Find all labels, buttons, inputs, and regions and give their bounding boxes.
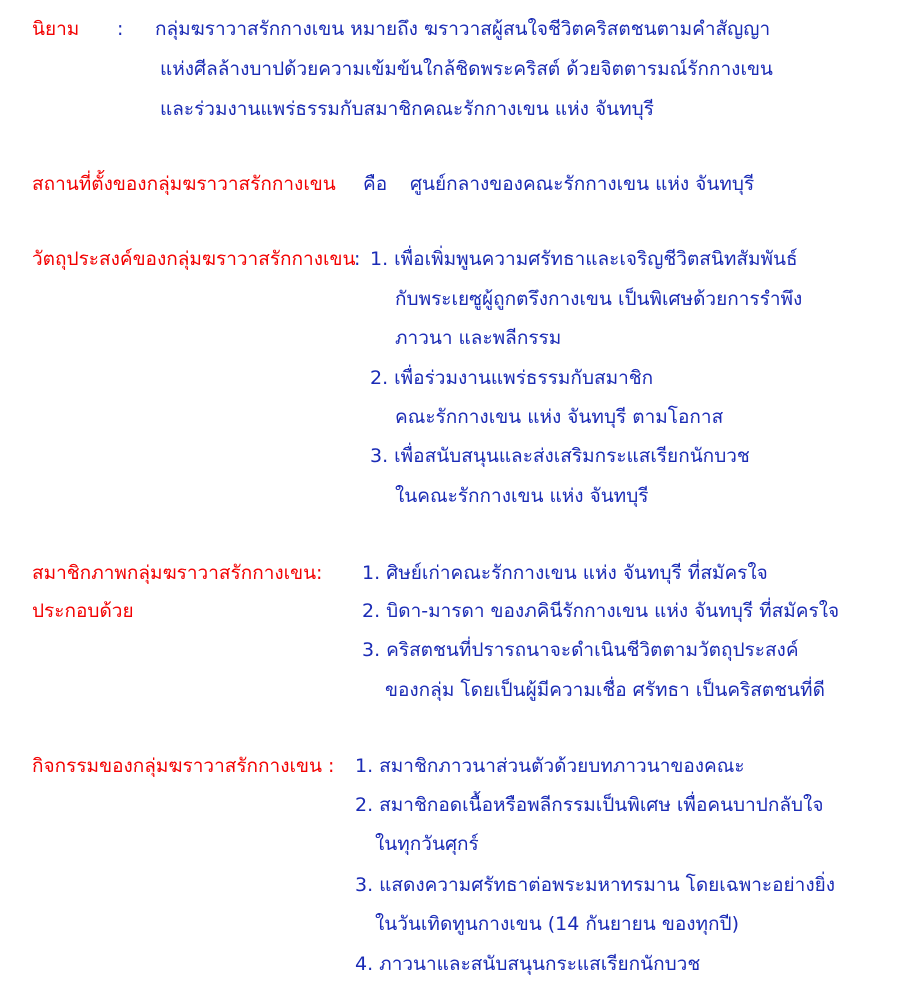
location-connector: คือ <box>363 173 388 195</box>
objective-3-line-2: ในคณะรักกางเขน แห่ง จันทบุรี <box>395 485 649 507</box>
activity-4: 4. ภาวนาและสนับสนุนกระแสเรียกนักบวช <box>355 953 701 975</box>
membership-item-3-line-2: ของกลุ่ม โดยเป็นผู้มีความเชื่อ ศรัทธา เป็นคริสตชนที่ดี <box>385 679 825 701</box>
activity-3-line-1: 3. แสดงความศรัทธาต่อพระมหาทรมาน โดยเฉพาะอย่างยิ่ง <box>355 874 836 896</box>
objectives-label: วัตถุประสงค์ของกลุ่มฆราวาสรักกางเขน <box>32 248 356 270</box>
membership-label-line-2: ประกอบด้วย <box>32 600 134 622</box>
membership-label-line-1: สมาชิกภาพกลุ่มฆราวาสรักกางเขน <box>32 562 317 584</box>
activity-2-line-1: 2. สมาชิกอดเนื้อหรือพลีกรรมเป็นพิเศษ เพื่อคนบาปกลับใจ <box>355 794 824 816</box>
membership-item-3-line-1: 3. คริสตชนที่ปรารถนาจะดำเนินชีวิตตามวัตถุประสงค์ <box>362 639 799 661</box>
objective-2-line-1: 2. เพื่อร่วมงานแพร่ธรรมกับสมาชิก <box>370 367 654 389</box>
activities-label: กิจกรรมของกลุ่มฆราวาสรักกางเขน : <box>32 755 335 777</box>
activity-1: 1. สมาชิกภาวนาส่วนตัวด้วยบทภาวนาของคณะ <box>355 755 745 777</box>
definition-label: นิยาม <box>32 18 80 40</box>
location-label: สถานที่ตั้งของกลุ่มฆราวาสรักกางเขน <box>32 173 336 195</box>
objective-1-line-1: 1. เพื่อเพิ่มพูนความศรัทธาและเจริญชีวิตสนิทสัมพันธ์ <box>370 248 798 270</box>
definition-colon: : <box>117 18 124 40</box>
location-value: ศูนย์กลางของคณะรักกางเขน แห่ง จันทบุรี <box>410 173 755 195</box>
membership-colon: : <box>316 562 323 584</box>
objective-1-line-3: ภาวนา และพลีกรรม <box>395 327 562 349</box>
objective-1-line-2: กับพระเยซูผู้ถูกตรึงกางเขน เป็นพิเศษด้วยการรำพึง <box>395 288 803 310</box>
membership-item-2: 2. บิดา-มารดา ของภคินีรักกางเขน แห่ง จันทบุรี ที่สมัครใจ <box>362 600 840 622</box>
definition-line-3: และร่วมงานแพร่ธรรมกับสมาชิกคณะรักกางเขน แห่ง จันทบุรี <box>160 98 654 120</box>
membership-item-1: 1. ศิษย์เก่าคณะรักกางเขน แห่ง จันทบุรี ที่สมัครใจ <box>362 562 768 584</box>
definition-line-2: แห่งศีลล้างบาปด้วยความเข้มข้นใกล้ชิดพระคริสต์ ด้วยจิตตารมณ์รักกางเขน <box>160 58 773 80</box>
objective-2-line-2: คณะรักกางเขน แห่ง จันทบุรี ตามโอกาส <box>395 406 724 428</box>
activity-2-line-2: ในทุกวันศุกร์ <box>375 833 479 855</box>
definition-line-1: กลุ่มฆราวาสรักกางเขน หมายถึง ฆราวาสผู้สนใจชีวิตคริสตชนตามคำสัญญา <box>155 18 771 40</box>
objective-3-line-1: 3. เพื่อสนับสนุนและส่งเสริมกระแสเรียกนักบวช <box>370 445 750 467</box>
objectives-colon: : <box>354 248 361 270</box>
activity-3-line-2: ในวันเทิดทูนกางเขน (14 กันยายน ของทุกปี) <box>375 913 740 935</box>
